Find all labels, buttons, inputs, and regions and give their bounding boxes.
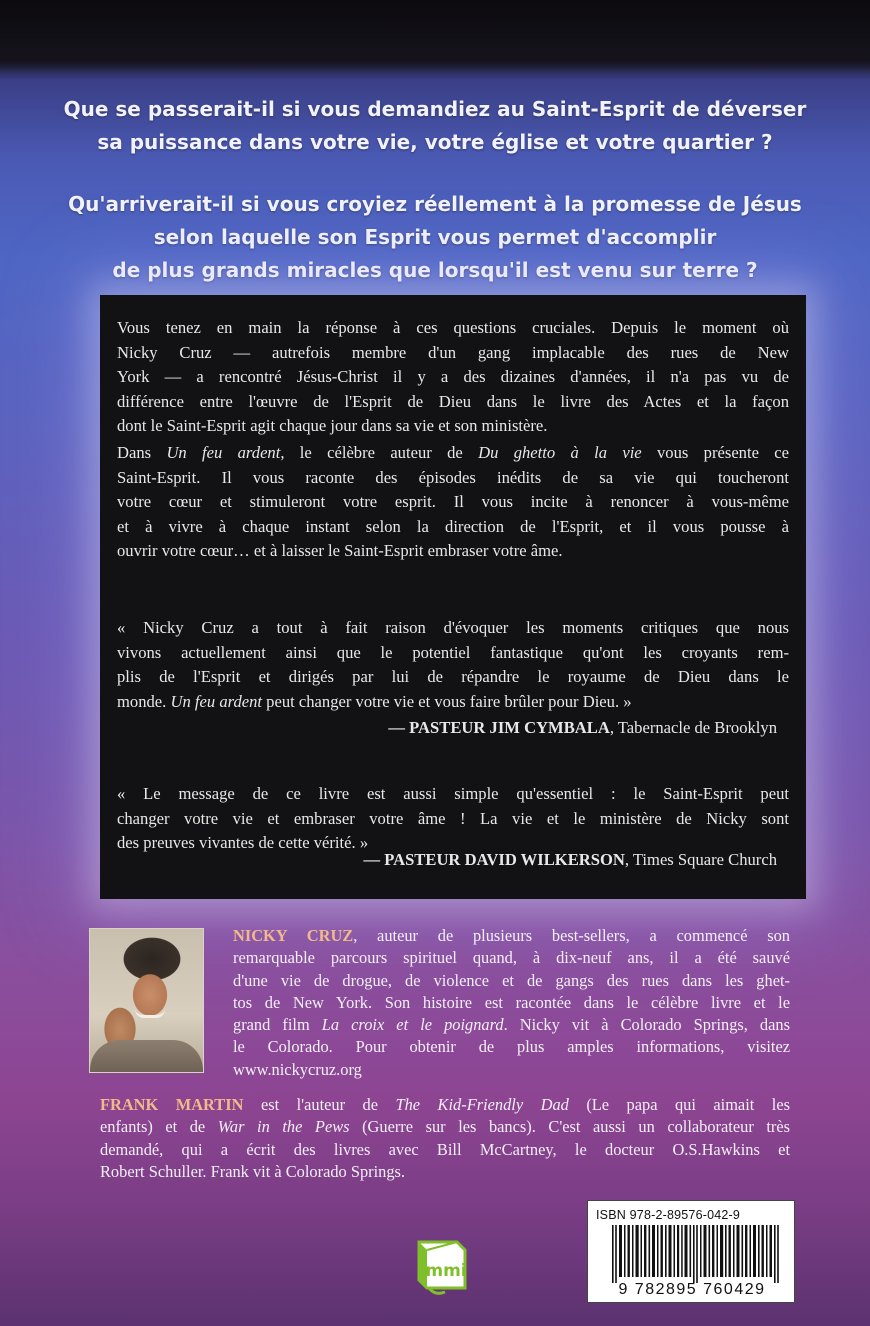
photo-smile xyxy=(135,1009,165,1018)
logo-text: mmi xyxy=(425,1261,467,1281)
text-line: votre cœur et stimuleront votre esprit. Il vous incite à renoncer à vous-même xyxy=(117,492,789,512)
text-line: et à vivre à chaque instant selon la direction de l'Esprit, et il vous pousse à xyxy=(117,516,789,536)
text-line: demandé, qui a écrit des livres avec Bill McCartney, le docteur O.S.Hawkins et xyxy=(100,1139,790,1159)
text-line: Saint-Esprit. Il vous raconte des épisodes inédits de sa vie qui toucheront xyxy=(117,467,789,487)
text-line xyxy=(100,1116,790,1138)
attribution-wilkerson xyxy=(363,850,777,870)
text-line: changer votre vie et embraser votre âme ! La vie et le ministère de Nicky sont xyxy=(117,808,789,828)
text-line: Nicky Cruz — autrefois membre d'un gang implacable des rues de New xyxy=(117,342,789,362)
teaser-line: Qu'arriverait-il si vous croyiez réellement à la promesse de Jésus xyxy=(68,192,802,216)
book-title: La croix et le poignard xyxy=(321,1015,504,1035)
isbn-label: ISBN 978-2-89576-042-9 xyxy=(596,1208,741,1222)
text-fragment: (Le papa qui aimait les xyxy=(568,1095,790,1114)
text-fragment: (Guerre sur les bancs). C'est aussi un collaborateur très xyxy=(349,1117,790,1137)
paragraph-intro xyxy=(117,316,789,439)
text-line: vivons actuellement ainsi que le potentiel fantastique qu'ont les croyants rem- xyxy=(117,642,789,662)
attribution-name: — PASTEUR DAVID WILKERSON xyxy=(363,850,625,869)
text-line: d'une vie de drogue, de violence et de gangs des rues dans les ghet- xyxy=(233,970,790,990)
bio-frank-martin xyxy=(100,1094,790,1183)
text-line: Robert Schuller. Frank vit à Colorado Springs. xyxy=(100,1161,406,1181)
text-fragment: monde. xyxy=(117,691,171,711)
text-line: ouvrir votre cœur… et à laisser le Saint-Esprit embraser votre âme. xyxy=(117,541,563,561)
book-title: The Kid-Friendly Dad xyxy=(395,1095,569,1114)
book-title: Un feu ardent xyxy=(170,691,263,711)
photo-shirt xyxy=(90,1040,203,1072)
text-fragment: peut changer votre vie et vous faire brûler pour Dieu. » xyxy=(262,691,632,711)
teaser-question-1 xyxy=(0,93,870,159)
teaser-line: sa puissance dans votre vie, votre église et votre quartier ? xyxy=(97,130,773,154)
book-title: Un feu ardent xyxy=(166,443,281,462)
author-name: FRANK MARTIN xyxy=(100,1095,244,1114)
publisher-logo-icon xyxy=(405,1238,471,1298)
teaser-line: selon laquelle son Esprit vous permet d'accomplir xyxy=(153,225,717,249)
text-line xyxy=(117,441,789,466)
bio-nicky-cruz xyxy=(233,925,790,1081)
website-text: www.nickycruz.org xyxy=(233,1059,362,1079)
top-dark-band xyxy=(0,0,870,72)
barcode-digits: 9 782895 760429 xyxy=(618,1281,766,1298)
attribution-cymbala xyxy=(388,718,777,738)
text-fragment: grand film xyxy=(233,1015,322,1035)
text-fragment: , auteur de plusieurs best-sellers, a commencé son xyxy=(353,926,790,945)
text-fragment: vous présente ce xyxy=(641,443,790,462)
author-name: NICKY CRUZ xyxy=(233,926,354,945)
text-line: tos de New York. Son histoire est racontée dans le célèbre livre et le xyxy=(233,992,790,1012)
quote-wilkerson xyxy=(117,782,789,856)
text-line: dont le Saint-Esprit agit chaque jour dans sa vie et son ministère. xyxy=(117,416,548,436)
text-line xyxy=(117,690,789,715)
book-title: Du ghetto à la vie xyxy=(478,443,642,462)
text-fragment: Dans xyxy=(117,443,167,462)
text-line: « Le message de ce livre est aussi simple qu'essentiel : le Saint-Esprit peut xyxy=(117,784,789,803)
quote-cymbala xyxy=(117,616,789,714)
text-line: remarquable parcours spirituel quand, à dix-neuf ans, il a été sauvé xyxy=(233,948,790,968)
teaser-question-2 xyxy=(0,188,870,287)
text-line: différence entre l'œuvre de l'Esprit de Dieu dans le livre des Actes et la façon xyxy=(117,391,789,411)
text-fragment: enfants) et de xyxy=(100,1117,218,1137)
text-fragment: est l'auteur de xyxy=(243,1095,396,1114)
text-line: Vous tenez en main la réponse à ces questions cruciales. Depuis le moment où xyxy=(117,318,789,337)
teaser-line: de plus grands miracles que lorsqu'il est venu sur terre ? xyxy=(112,258,758,282)
attribution-affiliation: , Times Square Church xyxy=(624,850,777,869)
text-line: le Colorado. Pour obtenir de plus amples informations, visitez xyxy=(233,1037,790,1057)
text-line: des preuves vivantes de cette vérité. » xyxy=(117,833,369,853)
attribution-name: — PASTEUR JIM CYMBALA xyxy=(388,718,610,737)
text-fragment: . Nicky vit à Colorado Springs, dans xyxy=(503,1015,790,1035)
teaser-line: Que se passerait-il si vous demandiez au Saint-Esprit de déverser xyxy=(63,97,807,121)
barcode-icon xyxy=(610,1225,780,1283)
description-panel xyxy=(100,295,806,899)
text-line: York — a rencontré Jésus-Christ il y a des dizaines d'années, il n'a pas vu de xyxy=(117,367,789,387)
paragraph-book xyxy=(117,441,789,564)
text-line xyxy=(233,1014,790,1036)
text-line xyxy=(100,1094,790,1116)
attribution-affiliation: , Tabernacle de Brooklyn xyxy=(609,718,777,737)
book-title: War in the Pews xyxy=(217,1117,350,1137)
text-line: plis de l'Esprit et dirigés par lui de répandre le royaume de Dieu dans le xyxy=(117,667,789,687)
author-photo xyxy=(89,928,204,1073)
text-line xyxy=(233,925,790,947)
text-line: « Nicky Cruz a tout à fait raison d'évoquer les moments critiques que nous xyxy=(117,618,789,637)
text-fragment: , le célèbre auteur de xyxy=(280,443,479,462)
isbn-barcode-box xyxy=(587,1200,795,1303)
